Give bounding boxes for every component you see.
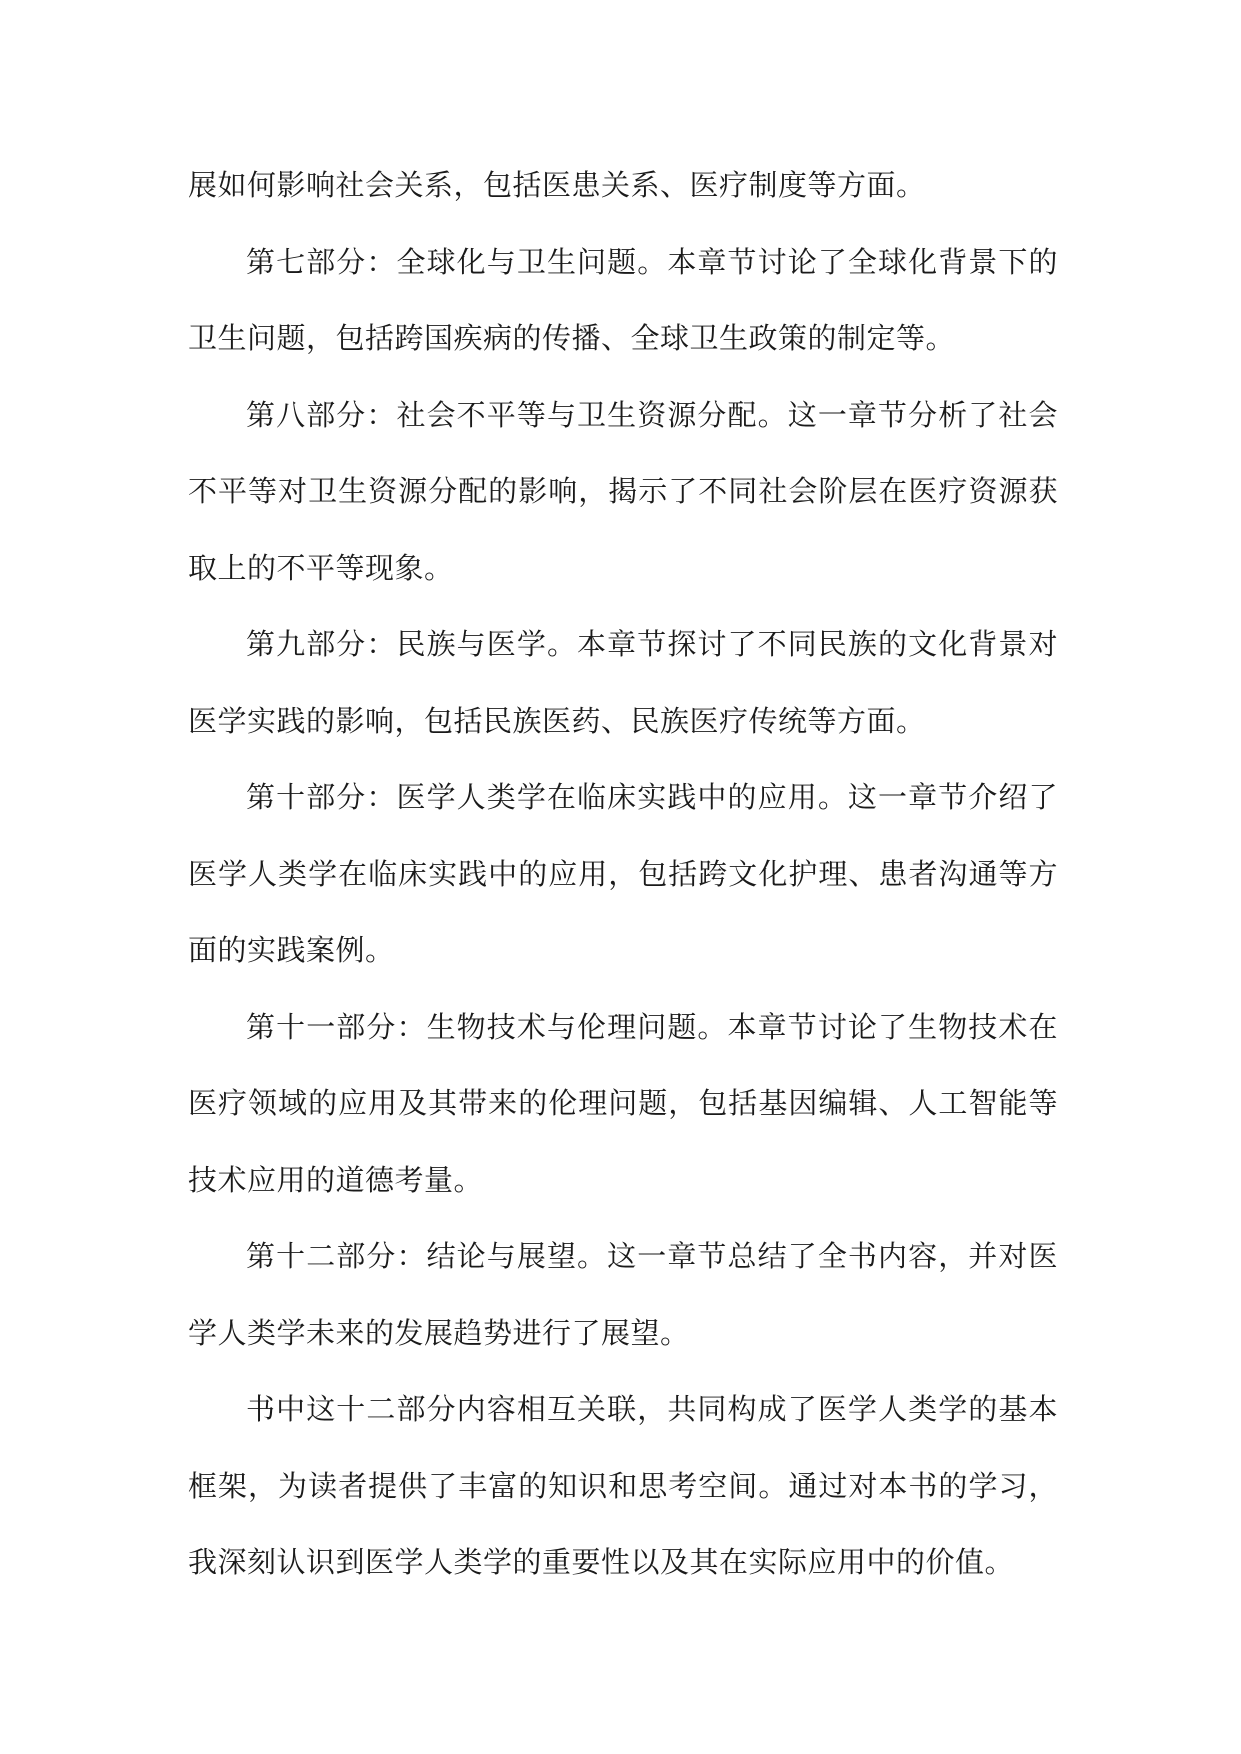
document-body: [188, 147, 1058, 1601]
paragraph-part-12: 第十二部分：结论与展望。这一章节总结了全书内容，并对医学人类学未来的发展趋势进行了展望。: [188, 1239, 1058, 1350]
paragraph-part-9: 第九部分：民族与医学。本章节探讨了不同民族的文化背景对医学实践的影响，包括民族医药、民族医疗传统等方面。: [188, 627, 1058, 738]
paragraph-continuation: 展如何影响社会关系，包括医患关系、医疗制度等方面。: [188, 168, 926, 202]
paragraph-summary: 书中这十二部分内容相互关联，共同构成了医学人类学的基本框架，为读者提供了丰富的知识和思考空间。通过对本书的学习，我深刻认识到医学人类学的重要性以及其在实际应用中的价值。: [188, 1392, 1058, 1579]
paragraph-part-11: 第十一部分：生物技术与伦理问题。本章节讨论了生物技术在医疗领域的应用及其带来的伦理问题，包括基因编辑、人工智能等技术应用的道德考量。: [188, 1009, 1058, 1197]
paragraph-part-7: 第七部分：全球化与卫生问题。本章节讨论了全球化背景下的卫生问题，包括跨国疾病的传播、全球卫生政策的制定等。: [188, 244, 1058, 355]
paragraph-part-10: 第十部分：医学人类学在临床实践中的应用。这一章节介绍了医学人类学在临床实践中的应用，包括跨文化护理、患者沟通等方面的实践案例。: [188, 780, 1058, 967]
paragraph-part-8: 第八部分：社会不平等与卫生资源分配。这一章节分析了社会不平等对卫生资源分配的影响，揭示了不同社会阶层在医疗资源获取上的不平等现象。: [188, 397, 1058, 585]
